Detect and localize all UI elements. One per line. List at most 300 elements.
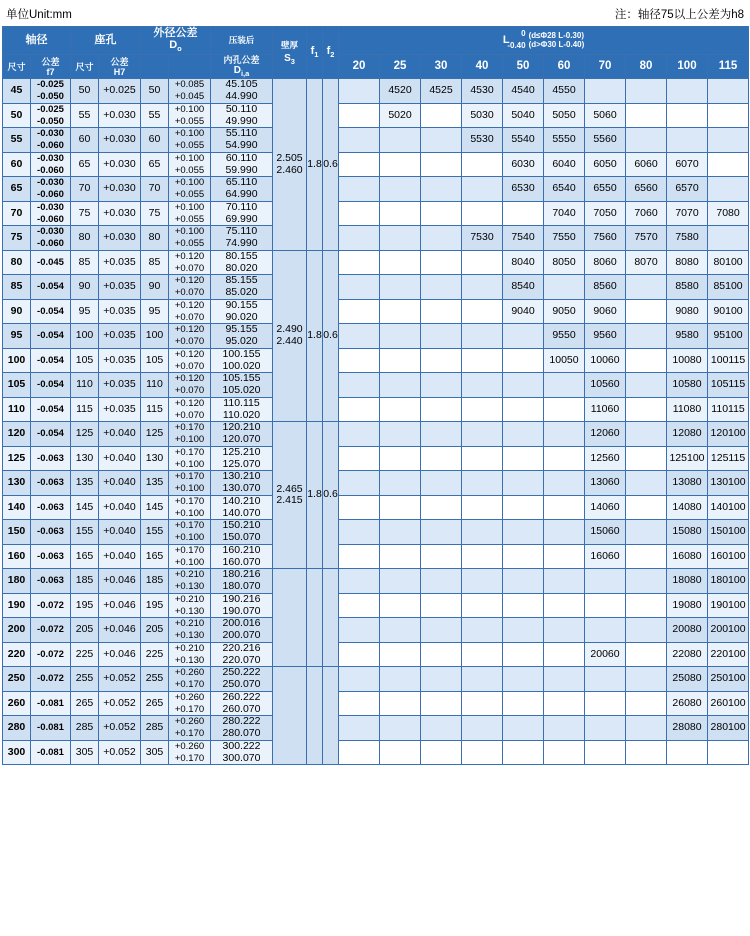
cell-od-tolerance: +0.210 +0.130 <box>169 618 211 643</box>
cell-seat-size: 80 <box>71 226 99 251</box>
cell-wall-thickness: 2.505 2.460 <box>273 79 307 251</box>
cell-length-20 <box>339 103 380 128</box>
cell-length-20 <box>339 471 380 496</box>
cell-length-100: 6070 <box>667 152 708 177</box>
cell-od-size: 60 <box>141 128 169 153</box>
table-row <box>3 201 749 226</box>
col-size-f7: 尺寸 <box>3 54 31 78</box>
cell-length-50 <box>503 618 544 643</box>
cell-inner-tolerance: 140.210 140.070 <box>211 495 273 520</box>
cell-length-100: 12080 <box>667 422 708 447</box>
cell-length-80 <box>626 103 667 128</box>
cell-length-30 <box>421 593 462 618</box>
cell-shaft-tolerance: -0.081 <box>31 740 71 765</box>
cell-length-50: 6030 <box>503 152 544 177</box>
cell-length-115: 130100 <box>708 471 749 496</box>
cell-length-115: 180100 <box>708 569 749 594</box>
cell-seat-size: 265 <box>71 691 99 716</box>
cell-inner-tolerance: 85.155 85.020 <box>211 275 273 300</box>
cell-length-25 <box>380 201 421 226</box>
cell-f2 <box>323 667 339 765</box>
cell-length-80 <box>626 740 667 765</box>
cell-length-100: 9080 <box>667 299 708 324</box>
cell-inner-tolerance: 300.222 300.070 <box>211 740 273 765</box>
cell-length-70: 6050 <box>585 152 626 177</box>
cell-f2: 0.6 <box>323 250 339 422</box>
cell-od-tolerance: +0.100 +0.055 <box>169 177 211 202</box>
cell-inner-tolerance: 95.155 95.020 <box>211 324 273 349</box>
table-row <box>3 593 749 618</box>
cell-length-60: 10050 <box>544 348 585 373</box>
cell-length-100 <box>667 128 708 153</box>
table-row <box>3 667 749 692</box>
cell-od-size: 225 <box>141 642 169 667</box>
cell-length-80 <box>626 446 667 471</box>
cell-shaft-size: 90 <box>3 299 31 324</box>
cell-seat-size: 115 <box>71 397 99 422</box>
cell-od-size: 305 <box>141 740 169 765</box>
cell-inner-tolerance: 220.216 220.070 <box>211 642 273 667</box>
cell-length-60 <box>544 667 585 692</box>
header-bar <box>2 0 748 26</box>
table-row <box>3 373 749 398</box>
table-row <box>3 275 749 300</box>
cell-inner-tolerance: 65.110 64.990 <box>211 177 273 202</box>
cell-length-30 <box>421 128 462 153</box>
cell-length-20 <box>339 593 380 618</box>
cell-seat-tolerance: +0.035 <box>99 348 141 373</box>
cell-length-60: 5550 <box>544 128 585 153</box>
cell-length-60 <box>544 275 585 300</box>
col-size-h7: 尺寸 <box>71 54 99 78</box>
cell-length-100 <box>667 79 708 104</box>
table-row <box>3 79 749 104</box>
cell-length-25 <box>380 691 421 716</box>
cell-od-size: 70 <box>141 177 169 202</box>
cell-length-30 <box>421 495 462 520</box>
cell-length-50 <box>503 397 544 422</box>
cell-od-size: 65 <box>141 152 169 177</box>
cell-length-50 <box>503 422 544 447</box>
cell-shaft-size: 220 <box>3 642 31 667</box>
cell-length-80: 8070 <box>626 250 667 275</box>
cell-od-tolerance: +0.260 +0.170 <box>169 691 211 716</box>
cell-inner-tolerance: 250.222 250.070 <box>211 667 273 692</box>
cell-od-size: 50 <box>141 79 169 104</box>
cell-length-40 <box>462 520 503 545</box>
cell-length-115 <box>708 79 749 104</box>
cell-length-70: 20060 <box>585 642 626 667</box>
cell-length-40 <box>462 544 503 569</box>
cell-shaft-tolerance: -0.030 -0.060 <box>31 226 71 251</box>
cell-length-70: 10560 <box>585 373 626 398</box>
cell-seat-size: 50 <box>71 79 99 104</box>
cell-od-tolerance: +0.120 +0.070 <box>169 324 211 349</box>
table-row <box>3 177 749 202</box>
cell-length-80: 7570 <box>626 226 667 251</box>
spec-table <box>2 26 749 765</box>
cell-length-20 <box>339 275 380 300</box>
cell-length-30 <box>421 177 462 202</box>
cell-length-60 <box>544 397 585 422</box>
cell-seat-tolerance: +0.035 <box>99 373 141 398</box>
cell-length-40 <box>462 299 503 324</box>
cell-length-115: 100115 <box>708 348 749 373</box>
cell-length-70: 12560 <box>585 446 626 471</box>
cell-length-80 <box>626 716 667 741</box>
cell-length-115: 110115 <box>708 397 749 422</box>
cell-length-70 <box>585 667 626 692</box>
cell-length-20 <box>339 544 380 569</box>
cell-length-60 <box>544 740 585 765</box>
cell-length-30 <box>421 446 462 471</box>
cell-length-20 <box>339 716 380 741</box>
table-row <box>3 348 749 373</box>
cell-length-115: 120100 <box>708 422 749 447</box>
cell-length-115: 125115 <box>708 446 749 471</box>
cell-length-100: 15080 <box>667 520 708 545</box>
cell-length-100 <box>667 103 708 128</box>
cell-length-70: 9060 <box>585 299 626 324</box>
cell-length-30 <box>421 324 462 349</box>
cell-length-25 <box>380 177 421 202</box>
cell-length-60 <box>544 422 585 447</box>
cell-length-70 <box>585 618 626 643</box>
cell-f2 <box>323 569 339 667</box>
cell-od-size: 90 <box>141 275 169 300</box>
cell-shaft-size: 45 <box>3 79 31 104</box>
cell-length-70: 11060 <box>585 397 626 422</box>
cell-length-60 <box>544 446 585 471</box>
cell-seat-size: 90 <box>71 275 99 300</box>
cell-length-60: 7040 <box>544 201 585 226</box>
cell-length-40 <box>462 152 503 177</box>
cell-od-size: 95 <box>141 299 169 324</box>
cell-seat-size: 65 <box>71 152 99 177</box>
cell-f2: 0.6 <box>323 79 339 251</box>
cell-shaft-tolerance: -0.054 <box>31 275 71 300</box>
table-row <box>3 128 749 153</box>
cell-length-70: 14060 <box>585 495 626 520</box>
cell-length-60: 9050 <box>544 299 585 324</box>
cell-seat-tolerance: +0.035 <box>99 275 141 300</box>
cell-inner-tolerance: 45.105 44.990 <box>211 79 273 104</box>
cell-length-25 <box>380 422 421 447</box>
cell-shaft-tolerance: -0.025 -0.050 <box>31 79 71 104</box>
cell-shaft-size: 70 <box>3 201 31 226</box>
cell-length-40 <box>462 324 503 349</box>
cell-f1 <box>307 667 323 765</box>
cell-inner-tolerance: 75.110 74.990 <box>211 226 273 251</box>
cell-shaft-tolerance: -0.063 <box>31 544 71 569</box>
cell-length-60 <box>544 593 585 618</box>
cell-shaft-tolerance: -0.072 <box>31 667 71 692</box>
cell-seat-tolerance: +0.040 <box>99 446 141 471</box>
cell-od-size: 85 <box>141 250 169 275</box>
cell-shaft-size: 55 <box>3 128 31 153</box>
cell-seat-tolerance: +0.030 <box>99 152 141 177</box>
table-row <box>3 397 749 422</box>
cell-shaft-tolerance: -0.030 -0.060 <box>31 152 71 177</box>
cell-length-70: 8560 <box>585 275 626 300</box>
cell-length-70 <box>585 79 626 104</box>
cell-od-size: 135 <box>141 471 169 496</box>
cell-seat-tolerance: +0.035 <box>99 250 141 275</box>
cell-od-tolerance: +0.100 +0.055 <box>169 152 211 177</box>
cell-length-25 <box>380 618 421 643</box>
cell-length-60 <box>544 618 585 643</box>
cell-length-115: 7080 <box>708 201 749 226</box>
cell-inner-tolerance: 55.110 54.990 <box>211 128 273 153</box>
cell-length-115 <box>708 226 749 251</box>
len-header-20: 20 <box>339 54 380 78</box>
cell-length-25 <box>380 373 421 398</box>
cell-length-60: 6040 <box>544 152 585 177</box>
cell-seat-tolerance: +0.035 <box>99 324 141 349</box>
cell-seat-size: 165 <box>71 544 99 569</box>
cell-length-25 <box>380 275 421 300</box>
cell-seat-tolerance: +0.052 <box>99 740 141 765</box>
cell-shaft-size: 110 <box>3 397 31 422</box>
cell-length-25 <box>380 569 421 594</box>
cell-shaft-tolerance: -0.063 <box>31 495 71 520</box>
cell-shaft-tolerance: -0.025 -0.050 <box>31 103 71 128</box>
cell-od-tolerance: +0.210 +0.130 <box>169 642 211 667</box>
cell-od-tolerance: +0.170 +0.100 <box>169 471 211 496</box>
cell-length-50 <box>503 324 544 349</box>
cell-length-20 <box>339 79 380 104</box>
cell-seat-tolerance: +0.030 <box>99 103 141 128</box>
cell-length-70: 7560 <box>585 226 626 251</box>
cell-seat-size: 105 <box>71 348 99 373</box>
cell-length-50 <box>503 544 544 569</box>
cell-length-25: 5020 <box>380 103 421 128</box>
cell-shaft-size: 60 <box>3 152 31 177</box>
cell-shaft-size: 190 <box>3 593 31 618</box>
cell-length-50: 9040 <box>503 299 544 324</box>
cell-shaft-size: 105 <box>3 373 31 398</box>
cell-od-tolerance: +0.260 +0.170 <box>169 716 211 741</box>
cell-length-50 <box>503 642 544 667</box>
cell-length-25 <box>380 397 421 422</box>
cell-shaft-tolerance: -0.030 -0.060 <box>31 177 71 202</box>
cell-seat-size: 225 <box>71 642 99 667</box>
cell-seat-tolerance: +0.025 <box>99 79 141 104</box>
cell-inner-tolerance: 90.155 90.020 <box>211 299 273 324</box>
cell-length-50 <box>503 716 544 741</box>
len-header-70: 70 <box>585 54 626 78</box>
cell-length-40 <box>462 691 503 716</box>
cell-length-70: 10060 <box>585 348 626 373</box>
cell-shaft-size: 140 <box>3 495 31 520</box>
cell-length-60: 4550 <box>544 79 585 104</box>
cell-length-50 <box>503 446 544 471</box>
cell-od-tolerance: +0.120 +0.070 <box>169 275 211 300</box>
cell-length-50 <box>503 201 544 226</box>
cell-od-size: 255 <box>141 667 169 692</box>
cell-seat-size: 95 <box>71 299 99 324</box>
cell-od-size: 125 <box>141 422 169 447</box>
cell-length-100: 13080 <box>667 471 708 496</box>
cell-length-115: 280100 <box>708 716 749 741</box>
cell-shaft-tolerance: -0.030 -0.060 <box>31 201 71 226</box>
cell-length-20 <box>339 177 380 202</box>
cell-length-115: 85100 <box>708 275 749 300</box>
cell-length-40 <box>462 177 503 202</box>
cell-shaft-size: 125 <box>3 446 31 471</box>
table-row <box>3 250 749 275</box>
cell-length-50 <box>503 495 544 520</box>
cell-length-60: 6540 <box>544 177 585 202</box>
cell-length-115: 200100 <box>708 618 749 643</box>
cell-length-60: 8050 <box>544 250 585 275</box>
cell-length-80 <box>626 324 667 349</box>
cell-shaft-size: 95 <box>3 324 31 349</box>
cell-shaft-size: 280 <box>3 716 31 741</box>
cell-seat-tolerance: +0.052 <box>99 667 141 692</box>
cell-length-80 <box>626 495 667 520</box>
cell-length-70: 6550 <box>585 177 626 202</box>
cell-length-60 <box>544 569 585 594</box>
cell-inner-tolerance: 190.216 190.070 <box>211 593 273 618</box>
cell-od-tolerance: +0.170 +0.100 <box>169 422 211 447</box>
cell-od-size: 100 <box>141 324 169 349</box>
cell-f1: 1.8 <box>307 250 323 422</box>
cell-od-size: 115 <box>141 397 169 422</box>
cell-length-70: 12060 <box>585 422 626 447</box>
cell-length-115: 95100 <box>708 324 749 349</box>
cell-length-40 <box>462 495 503 520</box>
cell-od-tolerance: +0.100 +0.055 <box>169 226 211 251</box>
cell-od-tolerance: +0.100 +0.055 <box>169 201 211 226</box>
cell-length-30 <box>421 716 462 741</box>
cell-od-size: 205 <box>141 618 169 643</box>
cell-length-50: 8540 <box>503 275 544 300</box>
cell-length-50: 4540 <box>503 79 544 104</box>
len-header-30: 30 <box>421 54 462 78</box>
cell-length-100: 19080 <box>667 593 708 618</box>
cell-length-80 <box>626 471 667 496</box>
cell-length-70: 13060 <box>585 471 626 496</box>
cell-length-40 <box>462 618 503 643</box>
table-row <box>3 716 749 741</box>
cell-length-70: 5560 <box>585 128 626 153</box>
cell-length-50: 6530 <box>503 177 544 202</box>
cell-length-25 <box>380 471 421 496</box>
cell-f1 <box>307 569 323 667</box>
cell-length-60 <box>544 520 585 545</box>
cell-wall-thickness: 2.465 2.415 <box>273 422 307 569</box>
cell-seat-tolerance: +0.035 <box>99 299 141 324</box>
col-od-size <box>141 54 169 78</box>
col-press-fit: 压装后 <box>211 27 273 55</box>
cell-length-25 <box>380 348 421 373</box>
cell-seat-tolerance: +0.046 <box>99 642 141 667</box>
cell-length-60 <box>544 495 585 520</box>
cell-length-100: 22080 <box>667 642 708 667</box>
col-length-group: L 0 -0.40 (d≤Φ28 L-0.30) (d>Φ30 L-0.40) <box>339 27 749 55</box>
cell-length-60 <box>544 544 585 569</box>
cell-inner-tolerance: 280.222 280.070 <box>211 716 273 741</box>
cell-length-50 <box>503 471 544 496</box>
cell-od-tolerance: +0.120 +0.070 <box>169 397 211 422</box>
cell-seat-size: 145 <box>71 495 99 520</box>
cell-shaft-size: 200 <box>3 618 31 643</box>
cell-length-50 <box>503 593 544 618</box>
cell-length-50 <box>503 667 544 692</box>
cell-shaft-tolerance: -0.063 <box>31 520 71 545</box>
cell-length-40 <box>462 422 503 447</box>
cell-shaft-size: 85 <box>3 275 31 300</box>
cell-seat-size: 305 <box>71 740 99 765</box>
cell-length-115: 80100 <box>708 250 749 275</box>
cell-od-tolerance: +0.260 +0.170 <box>169 740 211 765</box>
cell-length-115 <box>708 740 749 765</box>
cell-od-size: 165 <box>141 544 169 569</box>
cell-seat-tolerance: +0.040 <box>99 520 141 545</box>
cell-length-20 <box>339 397 380 422</box>
cell-length-20 <box>339 569 380 594</box>
cell-length-100: 25080 <box>667 667 708 692</box>
cell-length-70: 5060 <box>585 103 626 128</box>
cell-length-50 <box>503 348 544 373</box>
cell-seat-tolerance: +0.035 <box>99 397 141 422</box>
len-header-50: 50 <box>503 54 544 78</box>
cell-length-100: 28080 <box>667 716 708 741</box>
cell-length-30 <box>421 226 462 251</box>
cell-inner-tolerance: 130.210 130.070 <box>211 471 273 496</box>
cell-length-80 <box>626 373 667 398</box>
cell-od-size: 75 <box>141 201 169 226</box>
cell-length-60: 9550 <box>544 324 585 349</box>
cell-length-40 <box>462 275 503 300</box>
table-row <box>3 446 749 471</box>
unit-label: 单位Unit:mm <box>6 9 72 21</box>
cell-od-tolerance: +0.210 +0.130 <box>169 569 211 594</box>
cell-shaft-tolerance: -0.054 <box>31 348 71 373</box>
cell-length-80 <box>626 275 667 300</box>
cell-f1: 1.8 <box>307 79 323 251</box>
cell-length-50 <box>503 691 544 716</box>
cell-length-40 <box>462 373 503 398</box>
cell-length-115: 160100 <box>708 544 749 569</box>
cell-length-25 <box>380 642 421 667</box>
cell-length-80 <box>626 348 667 373</box>
cell-length-20 <box>339 446 380 471</box>
cell-length-20 <box>339 520 380 545</box>
cell-seat-tolerance: +0.046 <box>99 569 141 594</box>
cell-od-tolerance: +0.260 +0.170 <box>169 667 211 692</box>
cell-seat-tolerance: +0.046 <box>99 618 141 643</box>
cell-od-tolerance: +0.170 +0.100 <box>169 446 211 471</box>
cell-length-20 <box>339 691 380 716</box>
cell-length-30 <box>421 250 462 275</box>
cell-length-20 <box>339 128 380 153</box>
table-row <box>3 642 749 667</box>
cell-length-30 <box>421 667 462 692</box>
table-row <box>3 691 749 716</box>
cell-inner-tolerance: 200.016 200.070 <box>211 618 273 643</box>
cell-length-25 <box>380 593 421 618</box>
len-header-115: 115 <box>708 54 749 78</box>
cell-shaft-size: 150 <box>3 520 31 545</box>
cell-length-20 <box>339 152 380 177</box>
cell-length-30 <box>421 569 462 594</box>
cell-length-100 <box>667 740 708 765</box>
cell-od-size: 285 <box>141 716 169 741</box>
cell-inner-tolerance: 120.210 120.070 <box>211 422 273 447</box>
cell-length-100: 20080 <box>667 618 708 643</box>
